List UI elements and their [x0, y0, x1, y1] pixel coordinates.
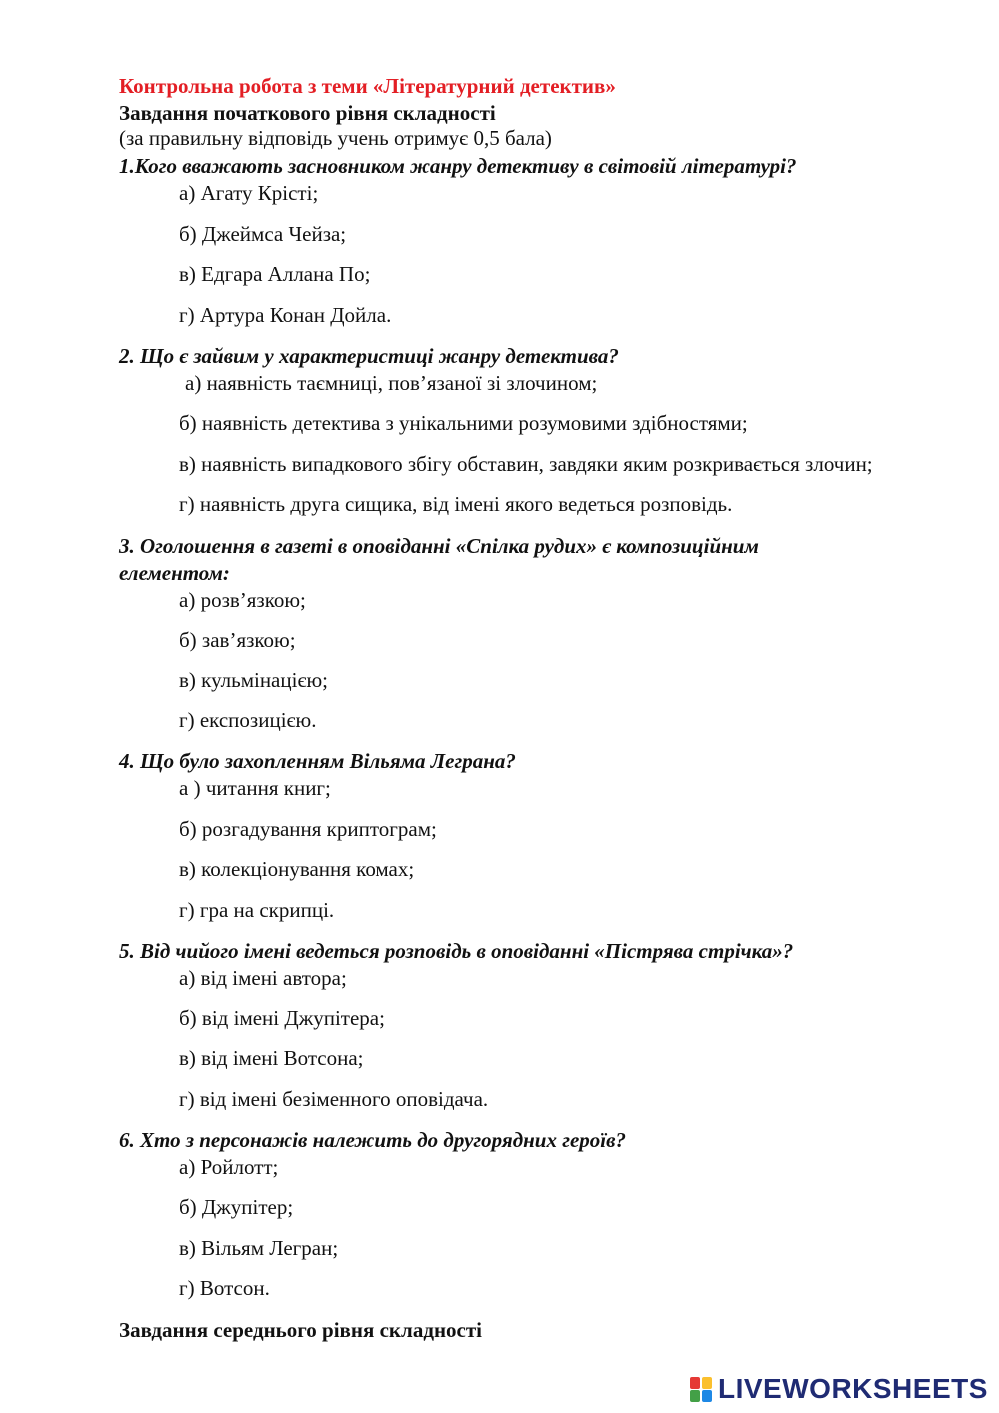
answer-option: в) колекціонування комах;: [179, 857, 415, 881]
question-3-continued: елементом:: [119, 561, 230, 585]
answer-option: а) від імені автора;: [179, 966, 347, 990]
answer-option: а) розв’язкою;: [179, 588, 306, 612]
answer-option: б) Джеймса Чейза;: [179, 222, 347, 246]
answer-option: а) Ройлотт;: [179, 1155, 279, 1179]
answer-option: г) від імені безіменного оповідача.: [179, 1087, 489, 1111]
answer-option: в) кульмінацією;: [179, 668, 328, 692]
answer-option: г) гра на скрипці.: [179, 898, 335, 922]
question-2: 2. Що є зайвим у характеристиці жанру детектива?: [119, 344, 619, 368]
section-heading-intermediate: Завдання середнього рівня складності: [119, 1318, 483, 1342]
question-3: 3. Оголошення в газеті в оповіданні «Спілка рудих» є композиційним: [119, 534, 759, 558]
answer-option: в) від імені Вотсона;: [179, 1046, 364, 1070]
answer-option: в) наявність випадкового збігу обставин, завдяки яким розкривається злочин;: [179, 452, 873, 476]
answer-option: а) наявність таємниці, пов’язаної зі злочином;: [185, 371, 598, 395]
answer-option: в) Вільям Легран;: [179, 1236, 339, 1260]
answer-option: г) Вотсон.: [179, 1276, 270, 1300]
answer-option: б) Джупітер;: [179, 1195, 294, 1219]
liveworksheets-mark-icon: [690, 1375, 714, 1403]
answer-option: б) від імені Джупітера;: [179, 1006, 385, 1030]
liveworksheets-logo: [690, 1373, 988, 1405]
scoring-note: (за правильну відповідь учень отримує 0,5 бала): [119, 126, 552, 150]
section-heading-basic: Завдання початкового рівня складності: [119, 101, 496, 125]
page-title: Контрольна робота з теми «Літературний детектив»: [119, 74, 616, 98]
answer-option: б) зав’язкою;: [179, 628, 296, 652]
answer-option: а ) читання книг;: [179, 776, 331, 800]
answer-option: б) розгадування криптограм;: [179, 817, 437, 841]
question-6: 6. Хто з персонажів належить до другорядних героїв?: [119, 1128, 626, 1152]
answer-option: б) наявність детектива з унікальними розумовими здібностями;: [179, 411, 748, 435]
answer-option: г) експозицією.: [179, 708, 317, 732]
liveworksheets-wordmark: LIVEWORKSHEETS: [718, 1373, 988, 1404]
question-5: 5. Від чийого імені ведеться розповідь в оповіданні «Пістрява стрічка»?: [119, 939, 794, 963]
answer-option: г) наявність друга сищика, від імені якого ведеться розповідь.: [179, 492, 733, 516]
answer-option: г) Артура Конан Дойла.: [179, 303, 392, 327]
question-4: 4. Що було захопленням Вільяма Леграна?: [119, 749, 516, 773]
answer-option: а) Агату Крісті;: [179, 181, 319, 205]
question-1: 1.Кого вважають засновником жанру детективу в світовій літературі?: [119, 154, 797, 178]
answer-option: в) Едгара Аллана По;: [179, 262, 371, 286]
